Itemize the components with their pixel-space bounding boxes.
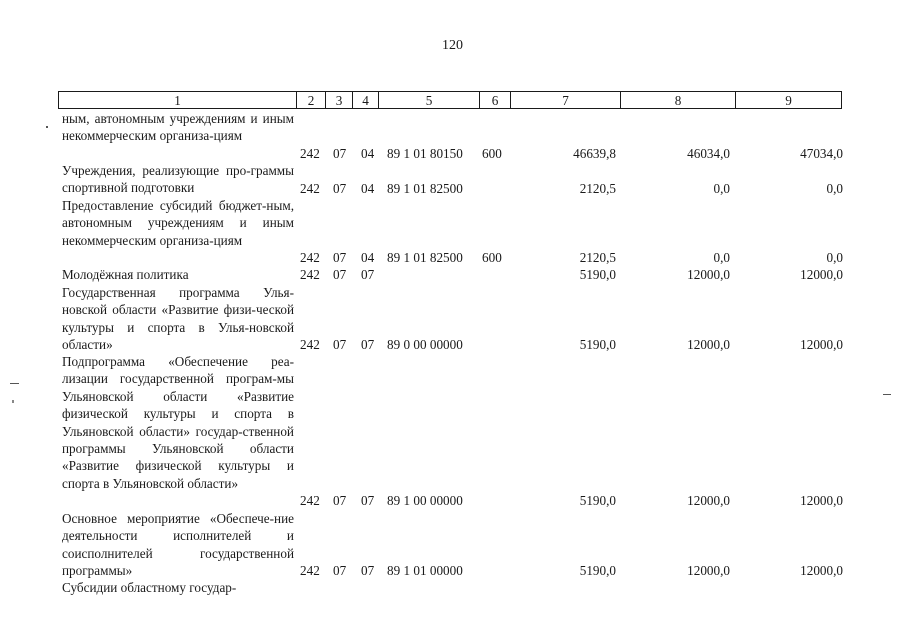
cell-v7: 5190,0 — [579, 563, 616, 578]
header-col-5: 5 — [379, 92, 480, 108]
cell-v7: 2120,5 — [579, 250, 616, 265]
cell-pr: 04 — [361, 146, 375, 161]
row-description: ным, автономным учреждениям и иным некоммерческим организа-циям — [62, 111, 294, 144]
cell-pr: 07 — [361, 493, 375, 508]
header-col-9: 9 — [785, 93, 792, 108]
cell-v8: 0,0 — [713, 250, 730, 265]
cell-v9: 12000,0 — [800, 337, 843, 352]
cell-v7: 5190,0 — [579, 337, 616, 352]
cell-vr: 600 — [482, 250, 502, 265]
cell-v8: 12000,0 — [687, 337, 730, 352]
header-col-1: 1 — [59, 92, 297, 108]
cell-v8: 0,0 — [713, 181, 730, 196]
row-description: Основное мероприятие «Обеспече-ние деятельности исполнителей и соисполнителей государственной программы» — [62, 511, 294, 579]
header-col-3: 3 — [326, 92, 353, 108]
cell-v9: 12000,0 — [800, 267, 843, 282]
cell-v7: 2120,5 — [579, 181, 616, 196]
cell-pr: 04 — [361, 181, 375, 196]
cell-cs: 89 0 00 00000 — [387, 337, 463, 352]
cell-v8: 12000,0 — [687, 493, 730, 508]
row-description: Субсидии областному государ- — [62, 580, 237, 595]
cell-v7: 46639,8 — [573, 146, 616, 161]
cell-v9: 0,0 — [826, 181, 843, 196]
cell-gr: 242 — [300, 267, 320, 282]
page-number: 120 — [442, 38, 463, 53]
row-description: Предоставление субсидий бюджет-ным, автономным учреждениям и иным некоммерческим организа-циям — [62, 198, 294, 248]
scan-speck — [46, 126, 48, 128]
cell-v7: 5190,0 — [579, 267, 616, 282]
table-header-row — [58, 91, 842, 109]
header-col-6: 6 — [480, 92, 511, 108]
cell-gr: 242 — [300, 337, 320, 352]
cell-v8: 46034,0 — [687, 146, 730, 161]
cell-pr: 07 — [361, 267, 375, 282]
row-description: Молодёжная политика — [62, 267, 189, 282]
cell-cs: 89 1 01 82500 — [387, 181, 463, 196]
cell-gr: 242 — [300, 493, 320, 508]
cell-pr: 04 — [361, 250, 375, 265]
cell-gr: 242 — [300, 250, 320, 265]
cell-v9: 12000,0 — [800, 493, 843, 508]
cell-rz: 07 — [333, 267, 347, 282]
row-description: Государственная программа Улья-новской области «Развитие физи-ческой культуры и спорта в Улья-новской области» — [62, 285, 294, 353]
cell-vr: 600 — [482, 146, 502, 161]
header-col-2: 2 — [297, 92, 326, 108]
row-description: Подпрограмма «Обеспечение реа-лизации государственной програм-мы Ульяновской области «Развитие физической культуры и спорта в Ульяновской области» государ-ственной программы Ульяновской области «Развитие физической культуры и спорта в Ульяновской области» — [62, 354, 294, 491]
cell-v9: 0,0 — [826, 250, 843, 265]
cell-pr: 07 — [361, 337, 375, 352]
header-col-7: 7 — [511, 92, 621, 108]
row-description: Учреждения, реализующие про-граммы спортивной подготовки — [62, 163, 294, 196]
cell-cs: 89 1 01 82500 — [387, 250, 463, 265]
cell-v8: 12000,0 — [687, 267, 730, 282]
cell-rz: 07 — [333, 337, 347, 352]
cell-gr: 242 — [300, 146, 320, 161]
cell-cs: 89 1 01 80150 — [387, 146, 463, 161]
header-col-8: 8 — [621, 92, 736, 108]
cell-rz: 07 — [333, 146, 347, 161]
cell-gr: 242 — [300, 563, 320, 578]
cell-v9: 12000,0 — [800, 563, 843, 578]
cell-v9: 47034,0 — [800, 146, 843, 161]
cell-v7: 5190,0 — [579, 493, 616, 508]
header-col-4: 4 — [353, 92, 379, 108]
scan-speck — [10, 383, 19, 384]
scan-speck — [883, 394, 891, 395]
cell-rz: 07 — [333, 563, 347, 578]
scan-speck — [12, 400, 14, 403]
cell-cs: 89 1 00 00000 — [387, 493, 463, 508]
cell-v8: 12000,0 — [687, 563, 730, 578]
cell-rz: 07 — [333, 181, 347, 196]
cell-rz: 07 — [333, 493, 347, 508]
cell-gr: 242 — [300, 181, 320, 196]
cell-rz: 07 — [333, 250, 347, 265]
cell-cs: 89 1 01 00000 — [387, 563, 463, 578]
cell-pr: 07 — [361, 563, 375, 578]
